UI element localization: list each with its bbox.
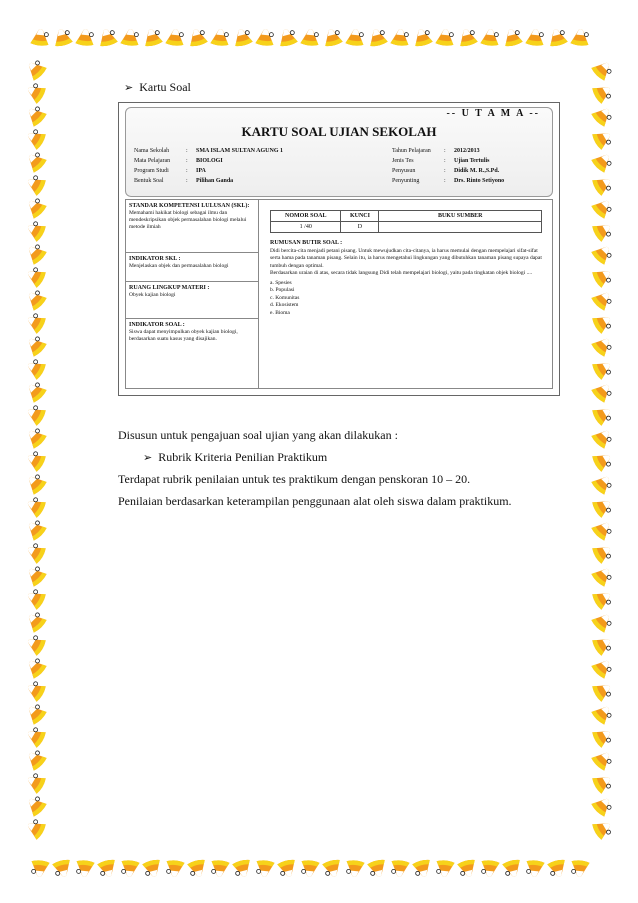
candy-corn-icon	[590, 333, 614, 357]
candy-corn-icon	[590, 379, 614, 403]
indikator-skl-heading: INDIKATOR SKL :	[129, 256, 181, 262]
candy-corn-icon	[457, 27, 479, 47]
candy-corn-icon	[23, 425, 47, 449]
section-kartu-soal-label: Kartu Soal	[139, 80, 191, 94]
rumusan-text: Didi bercita-cita menjadi petani pisang. Untuk mewujudkan cita-citanya, ia harus memulai dengan mempelajari sifat-sifat serta hama pada tanaman pisang. Selain itu, ia harus mengetahui lingkungan yang dibutuhkan tanaman pisang supaya dapat tumbuh dengan optimal.	[270, 247, 542, 269]
ruang-lingkup-heading: RUANG LINGKUP MATERI :	[129, 285, 210, 291]
candy-corn-icon	[322, 27, 344, 47]
candy-corn-icon	[590, 701, 614, 725]
candy-corn-icon	[412, 27, 434, 47]
rumusan-question: Berdasarkan uraian di atas, secara tidak langsung Didi telah mempelajari biologi, yaitu pada tingkatan objek biologi ....	[270, 270, 533, 276]
candy-corn-icon	[232, 858, 254, 878]
candy-corn-icon	[591, 633, 614, 657]
candy-corn-icon	[24, 679, 47, 703]
candy-corn-icon	[547, 27, 569, 47]
candy-corn-icon	[591, 449, 614, 473]
candy-corn-icon	[590, 471, 614, 495]
candy-corn-icon	[480, 860, 500, 878]
meta-row	[134, 156, 283, 166]
candy-corn-icon	[120, 860, 140, 878]
candy-corn-icon	[322, 858, 344, 878]
candy-corn-icon	[591, 311, 614, 335]
answer-option: d. Ekosistem	[270, 302, 299, 308]
meta-value: Pilihan Ganda	[196, 178, 234, 184]
rumusan-heading: RUMUSAN BUTIR SOAL :	[270, 240, 343, 246]
meta-row	[392, 156, 504, 166]
candy-corn-icon	[24, 81, 47, 105]
meta-key: Penyunting	[392, 178, 420, 184]
candy-corn-icon	[23, 701, 47, 725]
candy-corn-icon	[457, 858, 479, 878]
section-rubrik	[143, 450, 327, 465]
meta-colon: :	[186, 158, 188, 164]
indikator-skl-box	[126, 253, 258, 282]
candy-corn-icon	[24, 403, 47, 427]
candy-corn-icon	[255, 28, 275, 46]
card-left-column	[126, 200, 259, 388]
candy-corn-icon	[24, 633, 47, 657]
candy-corn-icon	[590, 287, 614, 311]
arrow-bullet-icon: ➢	[143, 452, 153, 464]
candy-corn-icon	[23, 793, 47, 817]
rumusan-butir-soal	[270, 240, 546, 317]
candy-corn-icon	[591, 725, 614, 749]
candy-corn-icon	[75, 28, 95, 46]
ruang-lingkup-box	[126, 282, 258, 319]
card-right-column	[260, 200, 552, 388]
candy-corn-icon	[590, 425, 614, 449]
candy-corn-icon	[502, 858, 524, 878]
meta-row	[134, 146, 283, 156]
candy-corn-icon	[23, 287, 47, 311]
meta-value: BIOLOGI	[196, 158, 223, 164]
table-header: NOMOR SOAL	[271, 211, 341, 222]
meta-colon: :	[444, 178, 446, 184]
candy-corn-icon	[277, 27, 299, 47]
meta-key: Tahun Pelajaran	[392, 148, 431, 154]
candy-corn-icon	[367, 27, 389, 47]
candy-corn-icon	[591, 817, 614, 841]
skl-box	[126, 200, 258, 253]
candy-corn-icon	[590, 563, 614, 587]
candy-corn-icon	[570, 28, 590, 46]
candy-corn-icon	[277, 858, 299, 878]
candy-corn-icon	[210, 860, 230, 878]
table-cell	[379, 222, 542, 233]
candy-corn-icon	[23, 241, 47, 265]
candy-corn-icon	[590, 609, 614, 633]
candy-corn-icon	[210, 28, 230, 46]
candy-corn-icon	[30, 28, 50, 46]
candy-corn-icon	[165, 860, 185, 878]
candy-corn-icon	[23, 57, 47, 81]
meta-left	[134, 146, 283, 186]
candy-corn-icon	[412, 858, 434, 878]
candy-corn-icon	[24, 357, 47, 381]
candy-corn-icon	[570, 860, 590, 878]
candy-corn-icon	[590, 149, 614, 173]
candy-corn-icon	[590, 655, 614, 679]
meta-value: Ujian Tertulis	[454, 158, 490, 164]
candy-corn-icon	[97, 27, 119, 47]
candy-corn-icon	[590, 793, 614, 817]
candy-corn-icon	[24, 127, 47, 151]
soal-table	[270, 210, 542, 233]
candy-corn-icon	[590, 57, 614, 81]
meta-value: Drs. Rinto Setiyono	[454, 178, 505, 184]
candy-corn-icon	[345, 28, 365, 46]
candy-corn-icon	[24, 541, 47, 565]
candy-corn-icon	[24, 817, 47, 841]
candy-corn-icon	[23, 517, 47, 541]
table-header: KUNCI	[341, 211, 379, 222]
body-line-2: Terdapat rubrik penilaian untuk tes praktikum dengan penskoran 10 – 20.	[118, 472, 471, 486]
meta-colon: :	[444, 148, 446, 154]
card-body	[125, 199, 553, 389]
kartu-soal-image	[118, 102, 560, 396]
candy-corn-icon	[52, 858, 74, 878]
meta-colon: :	[186, 168, 188, 174]
table-header: BUKU SUMBER	[379, 211, 542, 222]
meta-colon: :	[444, 168, 446, 174]
utama-label: -- U T A M A --	[446, 108, 540, 119]
candy-corn-icon	[591, 679, 614, 703]
body-line-3: Penilaian berdasarkan keterampilan penggunaan alat oleh siswa dalam praktikum.	[118, 494, 512, 508]
meta-row	[134, 176, 283, 186]
body-line-1: Disusun untuk pengajuan soal ujian yang akan dilakukan :	[118, 428, 398, 442]
table-cell: 1 /40	[271, 222, 341, 233]
candy-corn-icon	[187, 858, 209, 878]
candy-corn-icon	[591, 495, 614, 519]
candy-corn-icon	[23, 103, 47, 127]
ruang-lingkup-text: Obyek kajian biologi	[129, 292, 176, 298]
card-title: KARTU SOAL UJIAN SEKOLAH	[241, 124, 437, 139]
candy-corn-icon	[24, 173, 47, 197]
candy-corn-icon	[24, 449, 47, 473]
meta-row	[392, 146, 504, 156]
candy-corn-icon	[480, 28, 500, 46]
candy-corn-icon	[23, 655, 47, 679]
candy-corn-icon	[232, 27, 254, 47]
candy-corn-icon	[525, 28, 545, 46]
candy-corn-icon	[435, 28, 455, 46]
candy-corn-icon	[23, 609, 47, 633]
candy-corn-icon	[591, 219, 614, 243]
candy-corn-icon	[591, 587, 614, 611]
meta-key: Program Studi	[134, 168, 169, 174]
meta-value: IPA	[196, 168, 206, 174]
candy-corn-icon	[23, 195, 47, 219]
meta-row	[134, 166, 283, 176]
candy-corn-icon	[590, 517, 614, 541]
meta-key: Bentuk Soal	[134, 178, 164, 184]
candy-corn-icon	[255, 860, 275, 878]
indikator-skl-text: Menjelaskan objek dan permasalahan biologi	[129, 263, 229, 269]
card-header	[125, 107, 553, 197]
candy-corn-icon	[24, 311, 47, 335]
meta-key: Jenis Tes	[392, 158, 414, 164]
answer-option: e. Bioma	[270, 309, 290, 316]
candy-corn-icon	[591, 265, 614, 289]
answer-option: a. Spesies	[270, 279, 292, 286]
candy-corn-icon	[591, 81, 614, 105]
meta-value: 2012/2013	[454, 148, 480, 154]
candy-corn-icon	[590, 241, 614, 265]
candy-corn-icon	[300, 860, 320, 878]
candy-corn-icon	[24, 495, 47, 519]
candy-corn-icon	[97, 858, 119, 878]
candy-corn-icon	[591, 771, 614, 795]
indikator-soal-box	[126, 319, 258, 346]
candy-corn-icon	[75, 860, 95, 878]
indikator-soal-text: Siswa dapat menyimpulkan obyek kajian biologi, berdasarkan suatu kasus yang disajikan.	[129, 329, 238, 342]
candy-corn-icon	[142, 27, 164, 47]
candy-corn-icon	[590, 747, 614, 771]
candy-corn-icon	[30, 860, 50, 878]
candy-corn-icon	[23, 747, 47, 771]
answer-options	[270, 280, 546, 318]
candy-corn-icon	[525, 860, 545, 878]
candy-corn-icon	[345, 860, 365, 878]
candy-corn-icon	[23, 333, 47, 357]
candy-corn-icon	[24, 587, 47, 611]
candy-corn-icon	[591, 541, 614, 565]
meta-key: Nama Sekolah	[134, 148, 170, 154]
meta-key: Mata Pelajaran	[134, 158, 171, 164]
candy-corn-icon	[23, 149, 47, 173]
section-kartu-soal	[124, 80, 191, 95]
candy-corn-icon	[120, 28, 140, 46]
candy-corn-icon	[23, 379, 47, 403]
candy-corn-icon	[390, 860, 410, 878]
candy-corn-icon	[591, 173, 614, 197]
meta-colon: :	[186, 178, 188, 184]
candy-corn-icon	[367, 858, 389, 878]
candy-corn-icon	[590, 103, 614, 127]
answer-option: c. Komunitas	[270, 294, 300, 301]
skl-text: Memahami hakikat biologi sebagai ilmu dan mendeskripsikan objek permasalahan biologi melalui metode ilmiah	[129, 210, 247, 230]
candy-corn-icon	[24, 265, 47, 289]
candy-corn-icon	[24, 219, 47, 243]
candy-corn-icon	[23, 471, 47, 495]
candy-corn-icon	[502, 27, 524, 47]
table-cell: D	[341, 222, 379, 233]
candy-corn-icon	[591, 357, 614, 381]
meta-colon: :	[444, 158, 446, 164]
candy-corn-icon	[187, 27, 209, 47]
candy-corn-icon	[24, 771, 47, 795]
meta-value: SMA ISLAM SULTAN AGUNG 1	[196, 148, 284, 154]
candy-corn-icon	[547, 858, 569, 878]
skl-heading: STANDAR KOMPETENSI LULUSAN (SKL):	[129, 203, 250, 209]
candy-corn-icon	[52, 27, 74, 47]
meta-right	[392, 146, 504, 186]
meta-key: Penyusun	[392, 168, 416, 174]
answer-option: b. Populasi	[270, 287, 295, 293]
candy-corn-icon	[435, 860, 455, 878]
candy-corn-icon	[590, 195, 614, 219]
candy-corn-icon	[591, 127, 614, 151]
meta-row	[392, 166, 504, 176]
indikator-soal-heading: INDIKATOR SOAL :	[129, 322, 185, 328]
candy-corn-icon	[23, 563, 47, 587]
meta-row	[392, 176, 504, 186]
candy-corn-icon	[591, 403, 614, 427]
meta-colon: :	[186, 148, 188, 154]
candy-corn-icon	[142, 858, 164, 878]
meta-value: Didik M. R.,S.Pd.	[454, 168, 500, 174]
candy-corn-icon	[390, 28, 410, 46]
arrow-bullet-icon: ➢	[124, 82, 134, 94]
candy-corn-icon	[165, 28, 185, 46]
section-rubrik-label: Rubrik Kriteria Penilian Praktikum	[158, 450, 328, 464]
candy-corn-icon	[24, 725, 47, 749]
candy-corn-icon	[300, 28, 320, 46]
